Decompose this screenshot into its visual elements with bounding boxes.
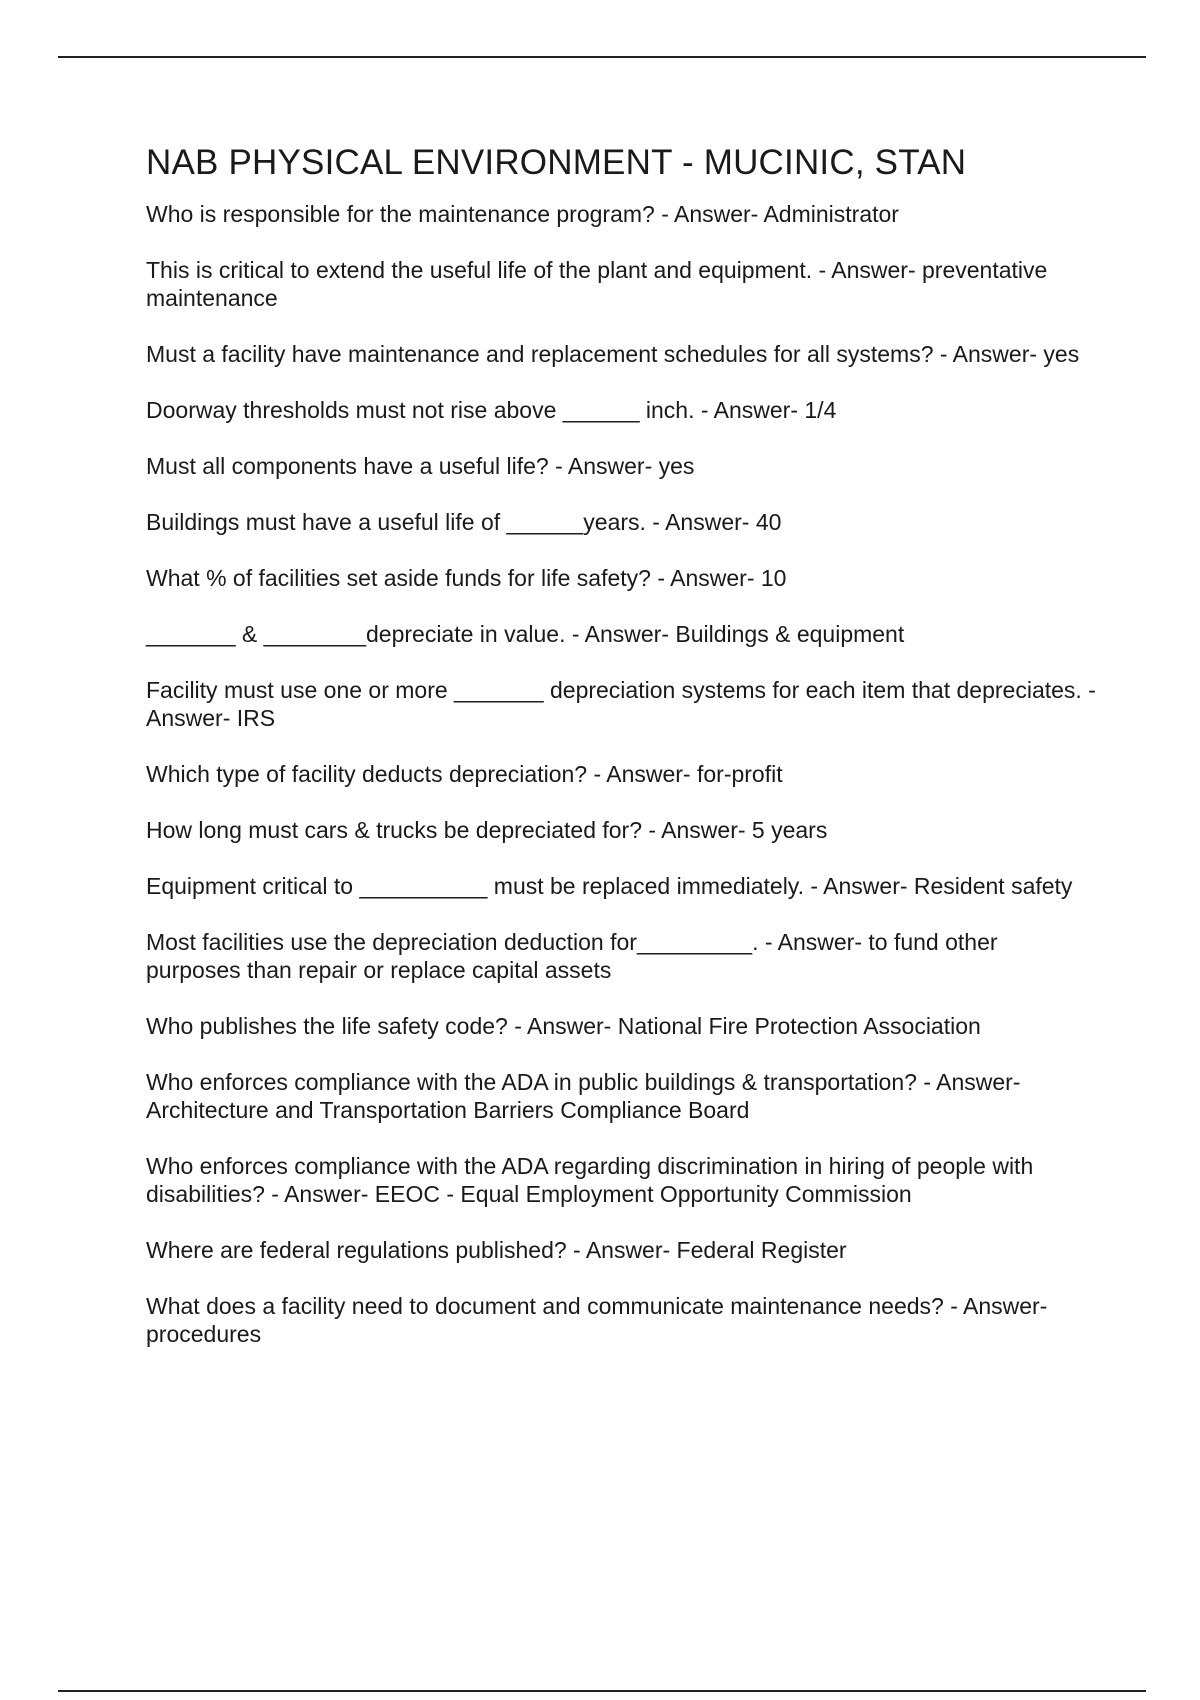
qa-item: Equipment critical to __________ must be replaced immediately. - Answer- Resident safety bbox=[146, 873, 1073, 899]
qa-item: _______ & ________depreciate in value. - Answer- Buildings & equipment bbox=[146, 621, 905, 647]
qa-item: Buildings must have a useful life of ______years. - Answer- 40 bbox=[146, 509, 782, 535]
qa-item: Who publishes the life safety code? - Answer- National Fire Protection Association bbox=[146, 1013, 981, 1039]
document-body bbox=[146, 140, 1096, 1376]
qa-item: This is critical to extend the useful life of the plant and equipment. - Answer- preventative maintenance bbox=[146, 257, 1048, 311]
qa-item: Must all components have a useful life? - Answer- yes bbox=[146, 453, 695, 479]
qa-item: What does a facility need to document and communicate maintenance needs? - Answer- procedures bbox=[146, 1293, 1048, 1347]
bottom-divider bbox=[58, 1690, 1146, 1692]
qa-item: Who enforces compliance with the ADA regarding discrimination in hiring of people with disabilities? - Answer- EEOC - Equal Employment Opportunity Commission bbox=[146, 1153, 1034, 1207]
qa-item: Who is responsible for the maintenance program? - Answer- Administrator bbox=[146, 201, 899, 227]
qa-item: Facility must use one or more _______ depreciation systems for each item that depreciates. - Answer- IRS bbox=[146, 677, 1096, 731]
qa-item: Which type of facility deducts depreciation? - Answer- for-profit bbox=[146, 761, 783, 787]
qa-item: Where are federal regulations published? - Answer- Federal Register bbox=[146, 1237, 847, 1263]
qa-item: Must a facility have maintenance and replacement schedules for all systems? - Answer- yes bbox=[146, 341, 1080, 367]
top-divider bbox=[58, 56, 1146, 58]
qa-item: Most facilities use the depreciation deduction for_________. - Answer- to fund other purposes than repair or replace capital assets bbox=[146, 929, 998, 983]
page-title: NAB PHYSICAL ENVIRONMENT - MUCINIC, STAN bbox=[146, 143, 967, 182]
qa-item: Doorway thresholds must not rise above ______ inch. - Answer- 1/4 bbox=[146, 397, 837, 423]
qa-item: What % of facilities set aside funds for life safety? - Answer- 10 bbox=[146, 565, 787, 591]
qa-item: How long must cars & trucks be depreciated for? - Answer- 5 years bbox=[146, 817, 828, 843]
qa-item: Who enforces compliance with the ADA in public buildings & transportation? - Answer- Architecture and Transportation Barriers Compliance Board bbox=[146, 1069, 1021, 1123]
